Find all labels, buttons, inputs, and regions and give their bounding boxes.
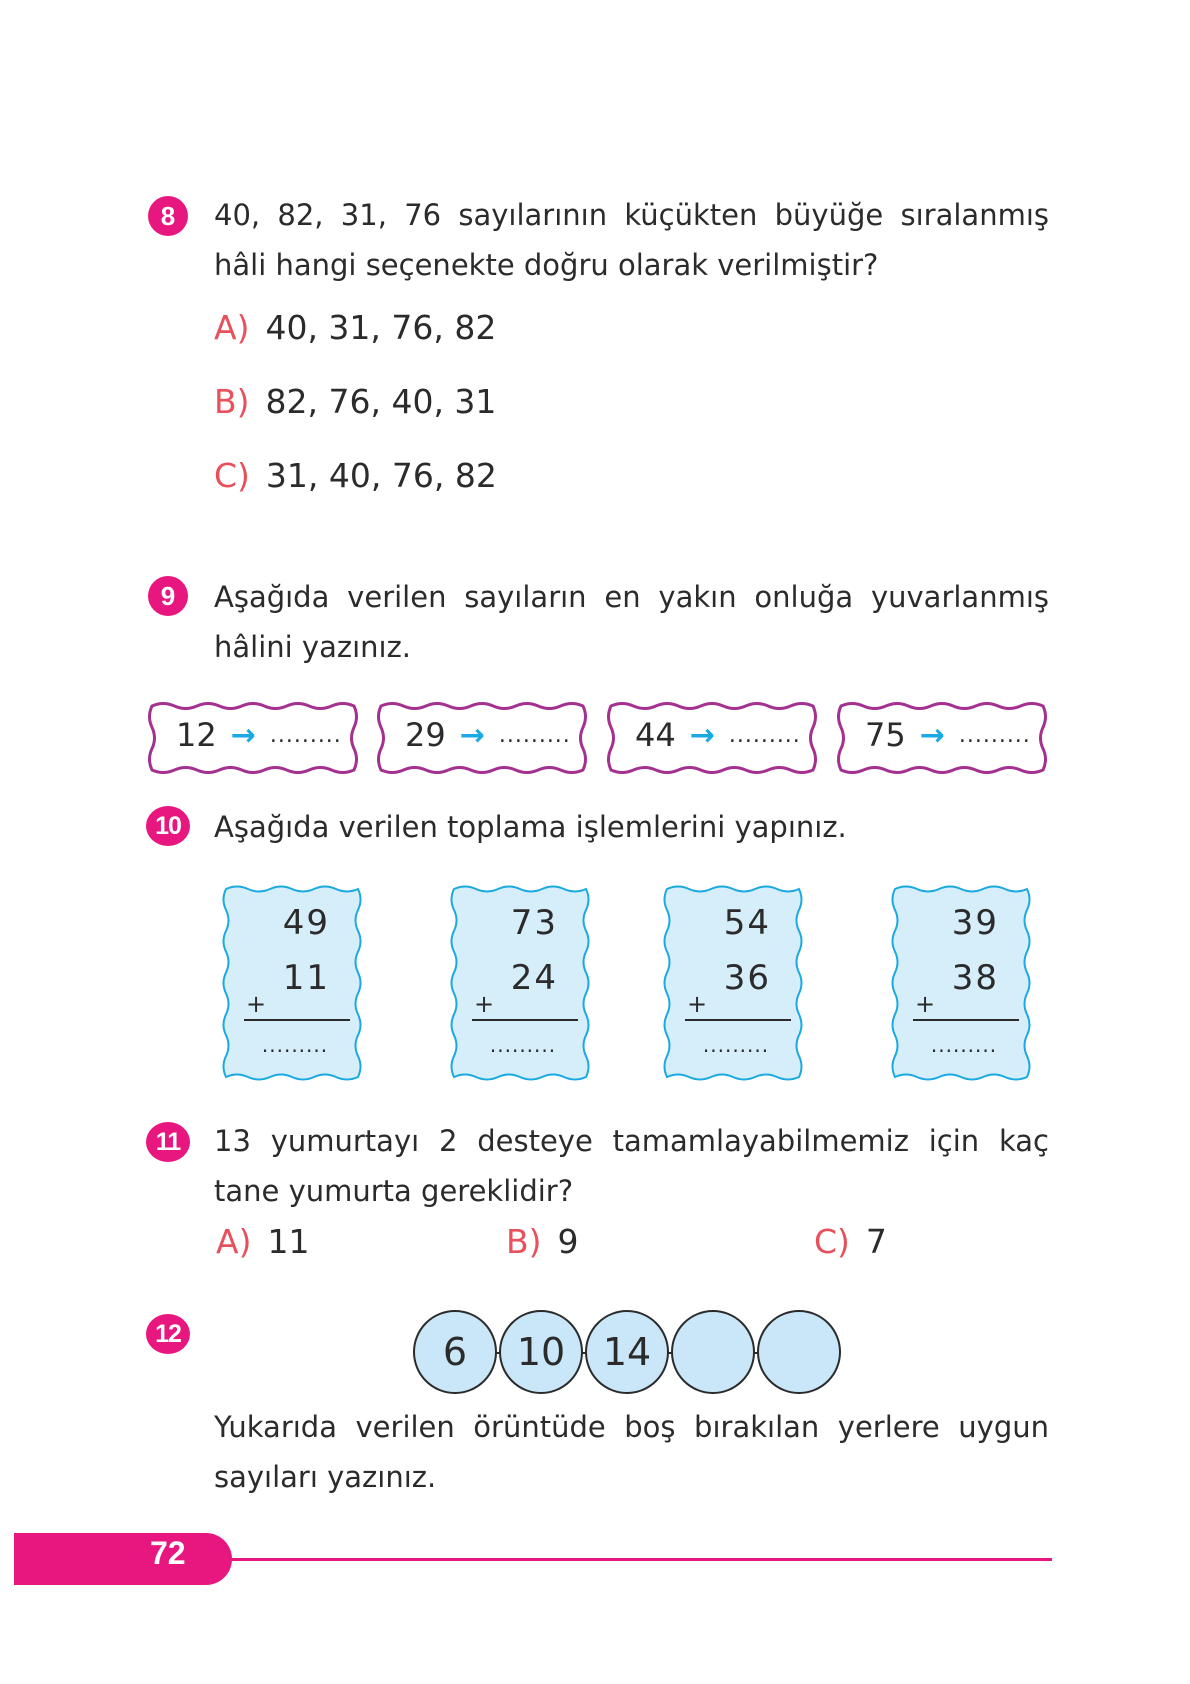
addend-bottom: 36 (723, 958, 771, 998)
page-number-tab (14, 1533, 232, 1585)
question-number: 10 (155, 811, 181, 840)
option-value: 31, 40, 76, 82 (265, 456, 497, 495)
question-9-badge (148, 576, 188, 616)
sum-line (913, 1019, 1019, 1021)
answer-blank[interactable]: ......... (702, 1033, 770, 1057)
plus-sign: + (687, 990, 708, 1018)
addend-bottom: 38 (951, 958, 999, 998)
answer-blank[interactable]: ......... (930, 1033, 998, 1057)
sum-line (244, 1019, 350, 1021)
answer-blank[interactable]: ......... (728, 722, 801, 748)
rounding-value: 75 (865, 716, 906, 754)
question-8-badge (148, 196, 188, 236)
question-12-badge (146, 1314, 190, 1354)
option-value: 9 (557, 1222, 579, 1261)
pattern-circle-2: 10 (499, 1310, 583, 1394)
plus-sign: + (246, 990, 267, 1018)
arrow-right-icon: → (230, 717, 256, 753)
arrow-right-icon: → (459, 717, 485, 753)
question-number: 12 (155, 1319, 181, 1348)
rounding-value: 29 (405, 716, 446, 754)
question-8-text: 40, 82, 31, 76 sayılarının küçükten büyüğe sıralanmış hâli hangi seçenekte doğru olarak verilmiştir? (214, 198, 1049, 282)
q8-option-c[interactable] (214, 456, 497, 495)
answer-blank[interactable]: ......... (958, 722, 1031, 748)
answer-blank[interactable]: ......... (261, 1033, 329, 1057)
option-value: 7 (865, 1222, 887, 1261)
rounding-item-3 (635, 700, 801, 770)
pattern-circle-1: 6 (413, 1310, 497, 1394)
question-11-text: 13 yumurtayı 2 desteye tamamlayabilmemiz için kaç tane yumurta gereklidir? (214, 1124, 1049, 1208)
addend-bottom: 24 (510, 958, 558, 998)
addition-card-2 (448, 883, 598, 1083)
answer-blank[interactable]: ......... (498, 722, 571, 748)
option-letter: C) (214, 456, 250, 495)
addend-bottom: 11 (282, 958, 330, 998)
addend-top: 54 (723, 903, 771, 943)
option-value: 11 (267, 1222, 310, 1261)
pattern-circle-3: 14 (585, 1310, 669, 1394)
option-letter: B) (506, 1222, 542, 1261)
q8-option-b[interactable] (214, 382, 496, 421)
q11-option-b[interactable] (506, 1222, 579, 1261)
question-number: 9 (160, 580, 176, 611)
question-number: 8 (160, 200, 176, 231)
option-value: 40, 31, 76, 82 (265, 308, 497, 347)
addend-top: 49 (282, 903, 330, 943)
rounding-item-1 (176, 700, 342, 770)
option-value: 82, 76, 40, 31 (265, 382, 497, 421)
footer-rule (230, 1558, 1052, 1561)
arrow-right-icon: → (689, 717, 715, 753)
q11-option-a[interactable] (216, 1222, 309, 1261)
rounding-item-2 (405, 700, 571, 770)
question-10-text: Aşağıda verilen toplama işlemlerini yapınız. (214, 810, 847, 844)
addend-top: 39 (951, 903, 999, 943)
addend-top: 73 (510, 903, 558, 943)
page-number: 72 (150, 1535, 186, 1571)
question-11-badge (146, 1122, 190, 1162)
option-letter: C) (814, 1222, 850, 1261)
answer-blank[interactable]: ......... (489, 1033, 557, 1057)
addition-card-4 (889, 883, 1039, 1083)
addition-card-1 (220, 883, 370, 1083)
option-letter: B) (214, 382, 250, 421)
arrow-right-icon: → (919, 717, 945, 753)
option-letter: A) (216, 1222, 252, 1261)
pattern-circle-empty-1[interactable] (671, 1310, 755, 1394)
rounding-value: 44 (635, 716, 676, 754)
question-number: 11 (155, 1127, 181, 1156)
q11-option-c[interactable] (814, 1222, 887, 1261)
question-12-text: Yukarıda verilen örüntüde boş bırakılan yerlere uygun sayıları yazınız. (214, 1410, 1049, 1494)
sum-line (685, 1019, 791, 1021)
pattern-circle-empty-2[interactable] (757, 1310, 841, 1394)
question-9-text: Aşağıda verilen sayıların en yakın onluğa yuvarlanmış hâlini yazınız. (214, 580, 1049, 664)
answer-blank[interactable]: ......... (269, 722, 342, 748)
question-10-badge (146, 806, 190, 846)
q8-option-a[interactable] (214, 308, 496, 347)
rounding-item-4 (865, 700, 1031, 770)
addition-card-3 (661, 883, 811, 1083)
plus-sign: + (915, 990, 936, 1018)
rounding-value: 12 (176, 716, 217, 754)
sum-line (472, 1019, 578, 1021)
option-letter: A) (214, 308, 250, 347)
plus-sign: + (474, 990, 495, 1018)
